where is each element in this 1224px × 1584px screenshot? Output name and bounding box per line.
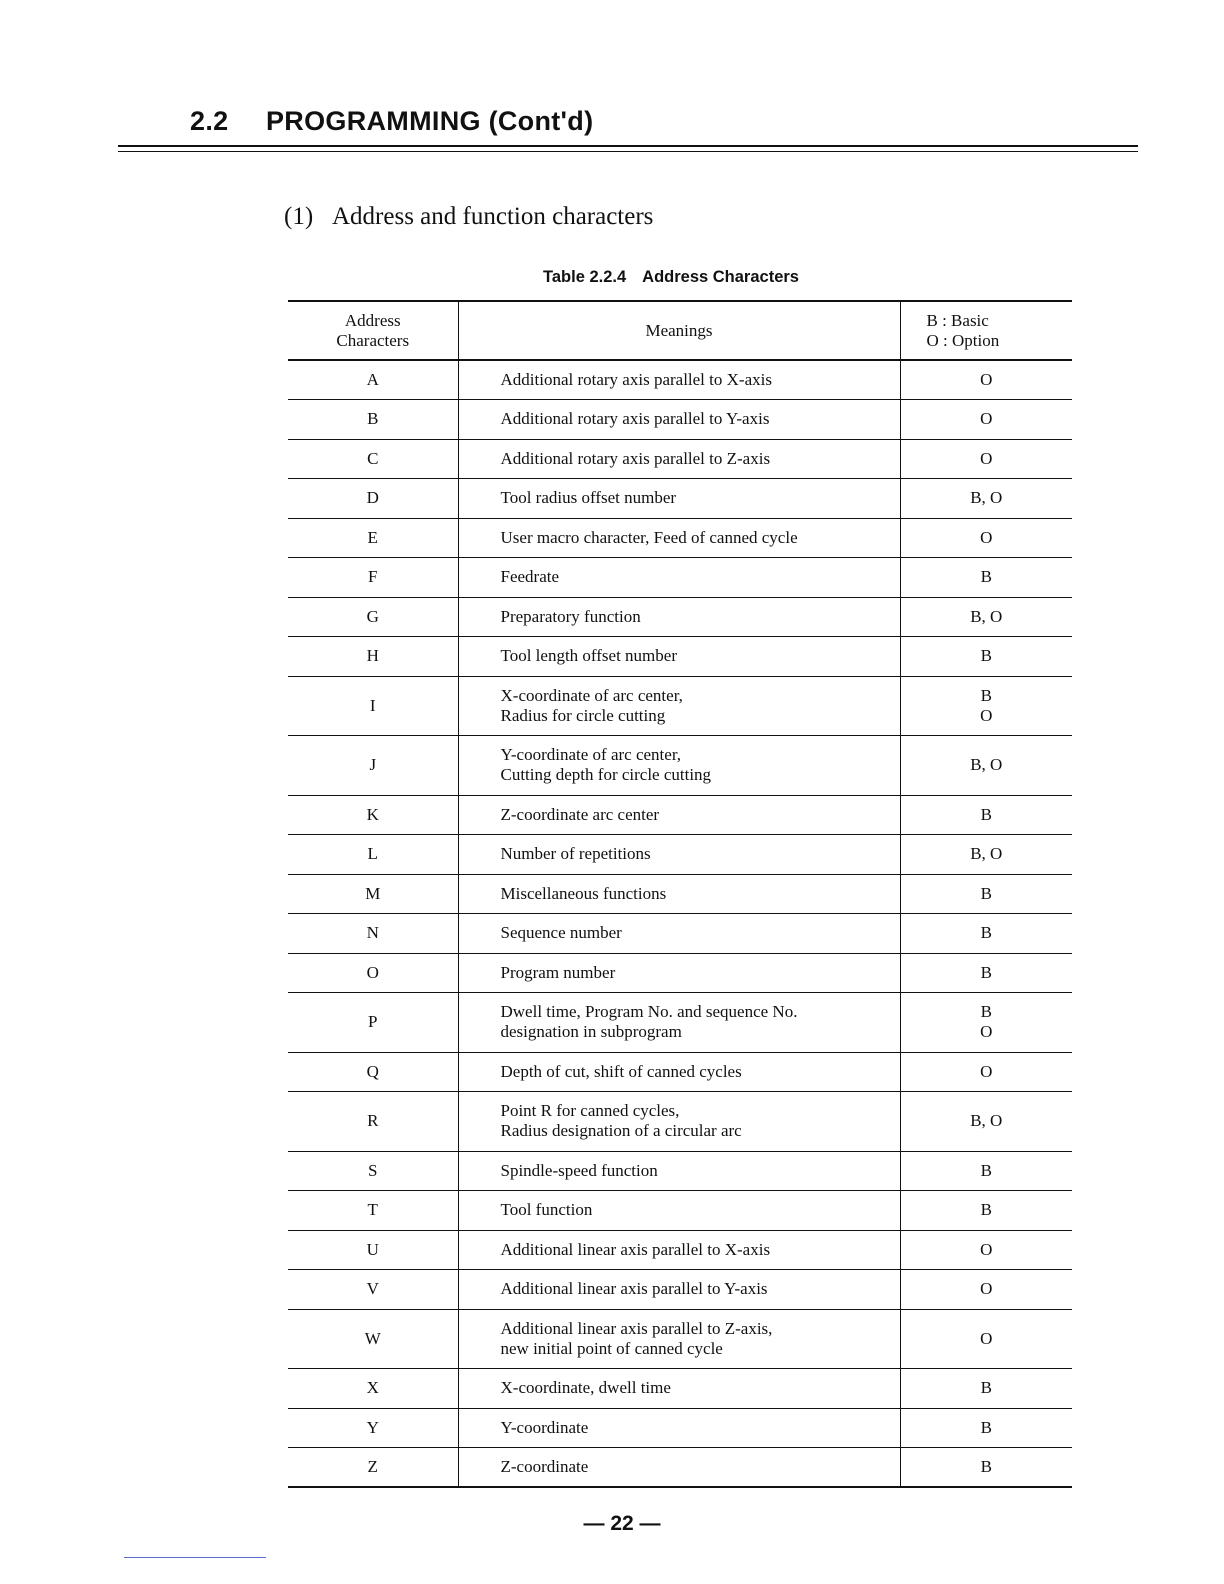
category-line: B [980,1417,992,1437]
category-cell [900,914,1072,954]
category-line: B [980,685,992,705]
meaning-line: Depth of cut, shift of canned cycles [500,1061,742,1081]
category-cell [900,1052,1072,1092]
category-line: B, O [970,755,1003,775]
category-line: B, O [970,844,1003,864]
address-character-cell: Y [288,1408,458,1448]
category-line: O [980,1328,993,1348]
meaning-line: Preparatory function [500,606,641,626]
category-cell [900,676,1072,736]
category-line: O [980,409,993,429]
table-row [288,736,1072,796]
meaning-line: X-coordinate of arc center, [500,685,683,705]
table-row [288,1270,1072,1310]
meaning-cell [458,1092,900,1152]
meaning-cell [458,1270,900,1310]
table-row [288,676,1072,736]
category-cell [900,993,1072,1053]
meaning-line: Tool function [500,1200,593,1220]
address-characters-table [288,300,1072,1488]
meaning-cell [458,1369,900,1409]
header-category [900,301,1072,360]
category-line: O [980,527,993,547]
address-character-cell: I [288,676,458,736]
category-line: B [980,1200,992,1220]
meaning-line: designation in subprogram [500,1022,682,1042]
category-line: B [980,962,992,982]
address-character-cell: M [288,874,458,914]
subsection-heading [284,203,653,231]
meaning-line: Number of repetitions [500,844,651,864]
meaning-line: Radius for circle cutting [500,705,666,725]
meaning-cell [458,1052,900,1092]
address-character-cell: S [288,1151,458,1191]
table-caption-number: Table 2.2.4 [543,268,627,286]
table-header-row [288,301,1072,360]
address-character-cell: C [288,439,458,479]
section-header [190,106,593,137]
meaning-cell [458,1448,900,1488]
category-cell [900,1230,1072,1270]
table-row [288,1151,1072,1191]
meaning-cell [458,736,900,796]
table-row [288,1092,1072,1152]
category-line: B [980,1160,992,1180]
address-character-cell: X [288,1369,458,1409]
page-number: — 22 — [583,1512,661,1535]
address-character-cell: J [288,736,458,796]
address-character-cell: K [288,795,458,835]
meaning-cell [458,479,900,519]
address-character-cell: L [288,835,458,875]
category-line: B [980,1457,992,1476]
category-line: B [980,1378,992,1398]
category-cell [900,479,1072,519]
meaning-line: Y-coordinate of arc center, [500,745,682,765]
meaning-line: Z-coordinate [500,1457,589,1476]
meaning-cell [458,795,900,835]
category-cell [900,795,1072,835]
category-line: B [980,646,992,666]
header-rule-thick [118,145,1138,147]
meaning-cell [458,676,900,736]
meaning-line: Point R for canned cycles, [500,1101,680,1121]
address-character-cell: A [288,360,458,400]
meaning-cell [458,400,900,440]
address-character-cell: U [288,1230,458,1270]
address-character-cell: E [288,518,458,558]
meaning-line: Spindle-speed function [500,1160,658,1180]
category-cell [900,439,1072,479]
section-number: 2.2 [190,106,229,136]
table-row [288,1369,1072,1409]
table-row [288,1408,1072,1448]
meaning-cell [458,1309,900,1369]
address-character-cell: F [288,558,458,598]
meaning-cell [458,518,900,558]
category-cell [900,637,1072,677]
category-cell [900,1309,1072,1369]
category-line: O [980,1061,993,1081]
table-row [288,914,1072,954]
meaning-line: Y-coordinate [500,1417,589,1437]
subsection-title: Address and function characters [332,203,654,230]
table-row [288,993,1072,1053]
header-meanings: Meanings [458,301,900,360]
category-line: O [980,370,993,389]
category-cell [900,360,1072,400]
table-row [288,400,1072,440]
address-character-cell: H [288,637,458,677]
header-address-line-2: Characters [336,330,410,350]
category-line: O [980,448,993,468]
category-line: B [980,923,992,943]
meaning-line: Tool radius offset number [500,488,677,508]
category-line: O [980,1279,993,1299]
table-row [288,597,1072,637]
table-row [288,439,1072,479]
category-cell [900,558,1072,598]
table-row [288,558,1072,598]
address-character-cell: V [288,1270,458,1310]
footer-rule [124,1557,266,1558]
meaning-line: Feedrate [500,567,560,587]
table-row [288,874,1072,914]
meaning-line: Program number [500,962,616,982]
address-character-cell: Q [288,1052,458,1092]
table-row [288,1448,1072,1488]
table-caption-title: Address Characters [642,268,799,286]
meaning-cell [458,637,900,677]
meaning-cell [458,597,900,637]
meaning-cell [458,1191,900,1231]
table-row [288,1309,1072,1369]
category-line: B [980,804,992,824]
subsection-number: (1) [284,203,314,230]
meaning-cell [458,953,900,993]
table-row [288,637,1072,677]
table-body [288,360,1072,1487]
meaning-cell [458,835,900,875]
category-cell [900,1092,1072,1152]
address-character-cell: G [288,597,458,637]
table-row [288,1052,1072,1092]
category-line: B [980,883,992,903]
category-cell [900,400,1072,440]
address-character-cell: W [288,1309,458,1369]
category-cell [900,1151,1072,1191]
table-row [288,795,1072,835]
meaning-line: Additional rotary axis parallel to X-axis [500,370,772,389]
meaning-line: Additional linear axis parallel to Y-axis [500,1279,768,1299]
meaning-line: Tool length offset number [500,646,677,666]
category-cell [900,1448,1072,1488]
meaning-cell [458,993,900,1053]
meaning-cell [458,558,900,598]
address-character-cell: N [288,914,458,954]
category-cell [900,835,1072,875]
category-cell [900,1408,1072,1448]
category-cell [900,1369,1072,1409]
header-rule-thin [118,151,1138,152]
header-category-option: O : Option [926,330,1000,350]
table-row [288,835,1072,875]
table-row [288,360,1072,400]
meaning-cell [458,874,900,914]
meaning-line: new initial point of canned cycle [500,1338,723,1358]
category-line: B [980,1002,992,1022]
table-row [288,1230,1072,1270]
table-row [288,953,1072,993]
meaning-line: Cutting depth for circle cutting [500,765,712,785]
category-cell [900,597,1072,637]
meaning-line: X-coordinate, dwell time [500,1378,671,1398]
meaning-line: Additional rotary axis parallel to Y-axis [500,409,770,429]
address-character-cell: O [288,953,458,993]
meaning-line: Additional rotary axis parallel to Z-axis [500,448,771,468]
category-cell [900,736,1072,796]
header-category-basic: B : Basic [926,310,989,330]
address-character-cell: P [288,993,458,1053]
category-line: B [980,567,992,587]
category-line: B, O [970,606,1003,626]
category-line: B, O [970,488,1003,508]
header-address-characters [288,301,458,360]
table-row [288,1191,1072,1231]
section-title: PROGRAMMING (Cont'd) [266,106,594,136]
address-character-cell: D [288,479,458,519]
meaning-cell [458,1151,900,1191]
category-cell [900,953,1072,993]
meaning-cell [458,1230,900,1270]
meaning-cell [458,439,900,479]
address-character-cell: T [288,1191,458,1231]
table-row [288,518,1072,558]
meaning-line: Dwell time, Program No. and sequence No. [500,1002,798,1022]
table-row [288,479,1072,519]
meaning-line: Miscellaneous functions [500,883,667,903]
meaning-line: Additional linear axis parallel to Z-axis, [500,1318,773,1338]
category-cell [900,1270,1072,1310]
category-line: O [980,705,993,725]
meaning-cell [458,914,900,954]
meaning-cell [458,1408,900,1448]
meaning-line: Radius designation of a circular arc [500,1121,742,1141]
meaning-line: User macro character, Feed of canned cycle [500,527,798,547]
address-character-cell: R [288,1092,458,1152]
category-cell [900,1191,1072,1231]
category-cell [900,518,1072,558]
meaning-line: Additional linear axis parallel to X-axis [500,1239,771,1259]
address-character-cell: Z [288,1448,458,1488]
category-line: O [980,1022,993,1042]
category-line: B, O [970,1111,1003,1131]
category-line: O [980,1239,993,1259]
table-caption [543,268,799,287]
meaning-cell [458,360,900,400]
meaning-line: Z-coordinate arc center [500,804,660,824]
category-cell [900,874,1072,914]
header-address-line-1: Address [344,310,401,330]
address-character-cell: B [288,400,458,440]
meaning-line: Sequence number [500,923,622,943]
